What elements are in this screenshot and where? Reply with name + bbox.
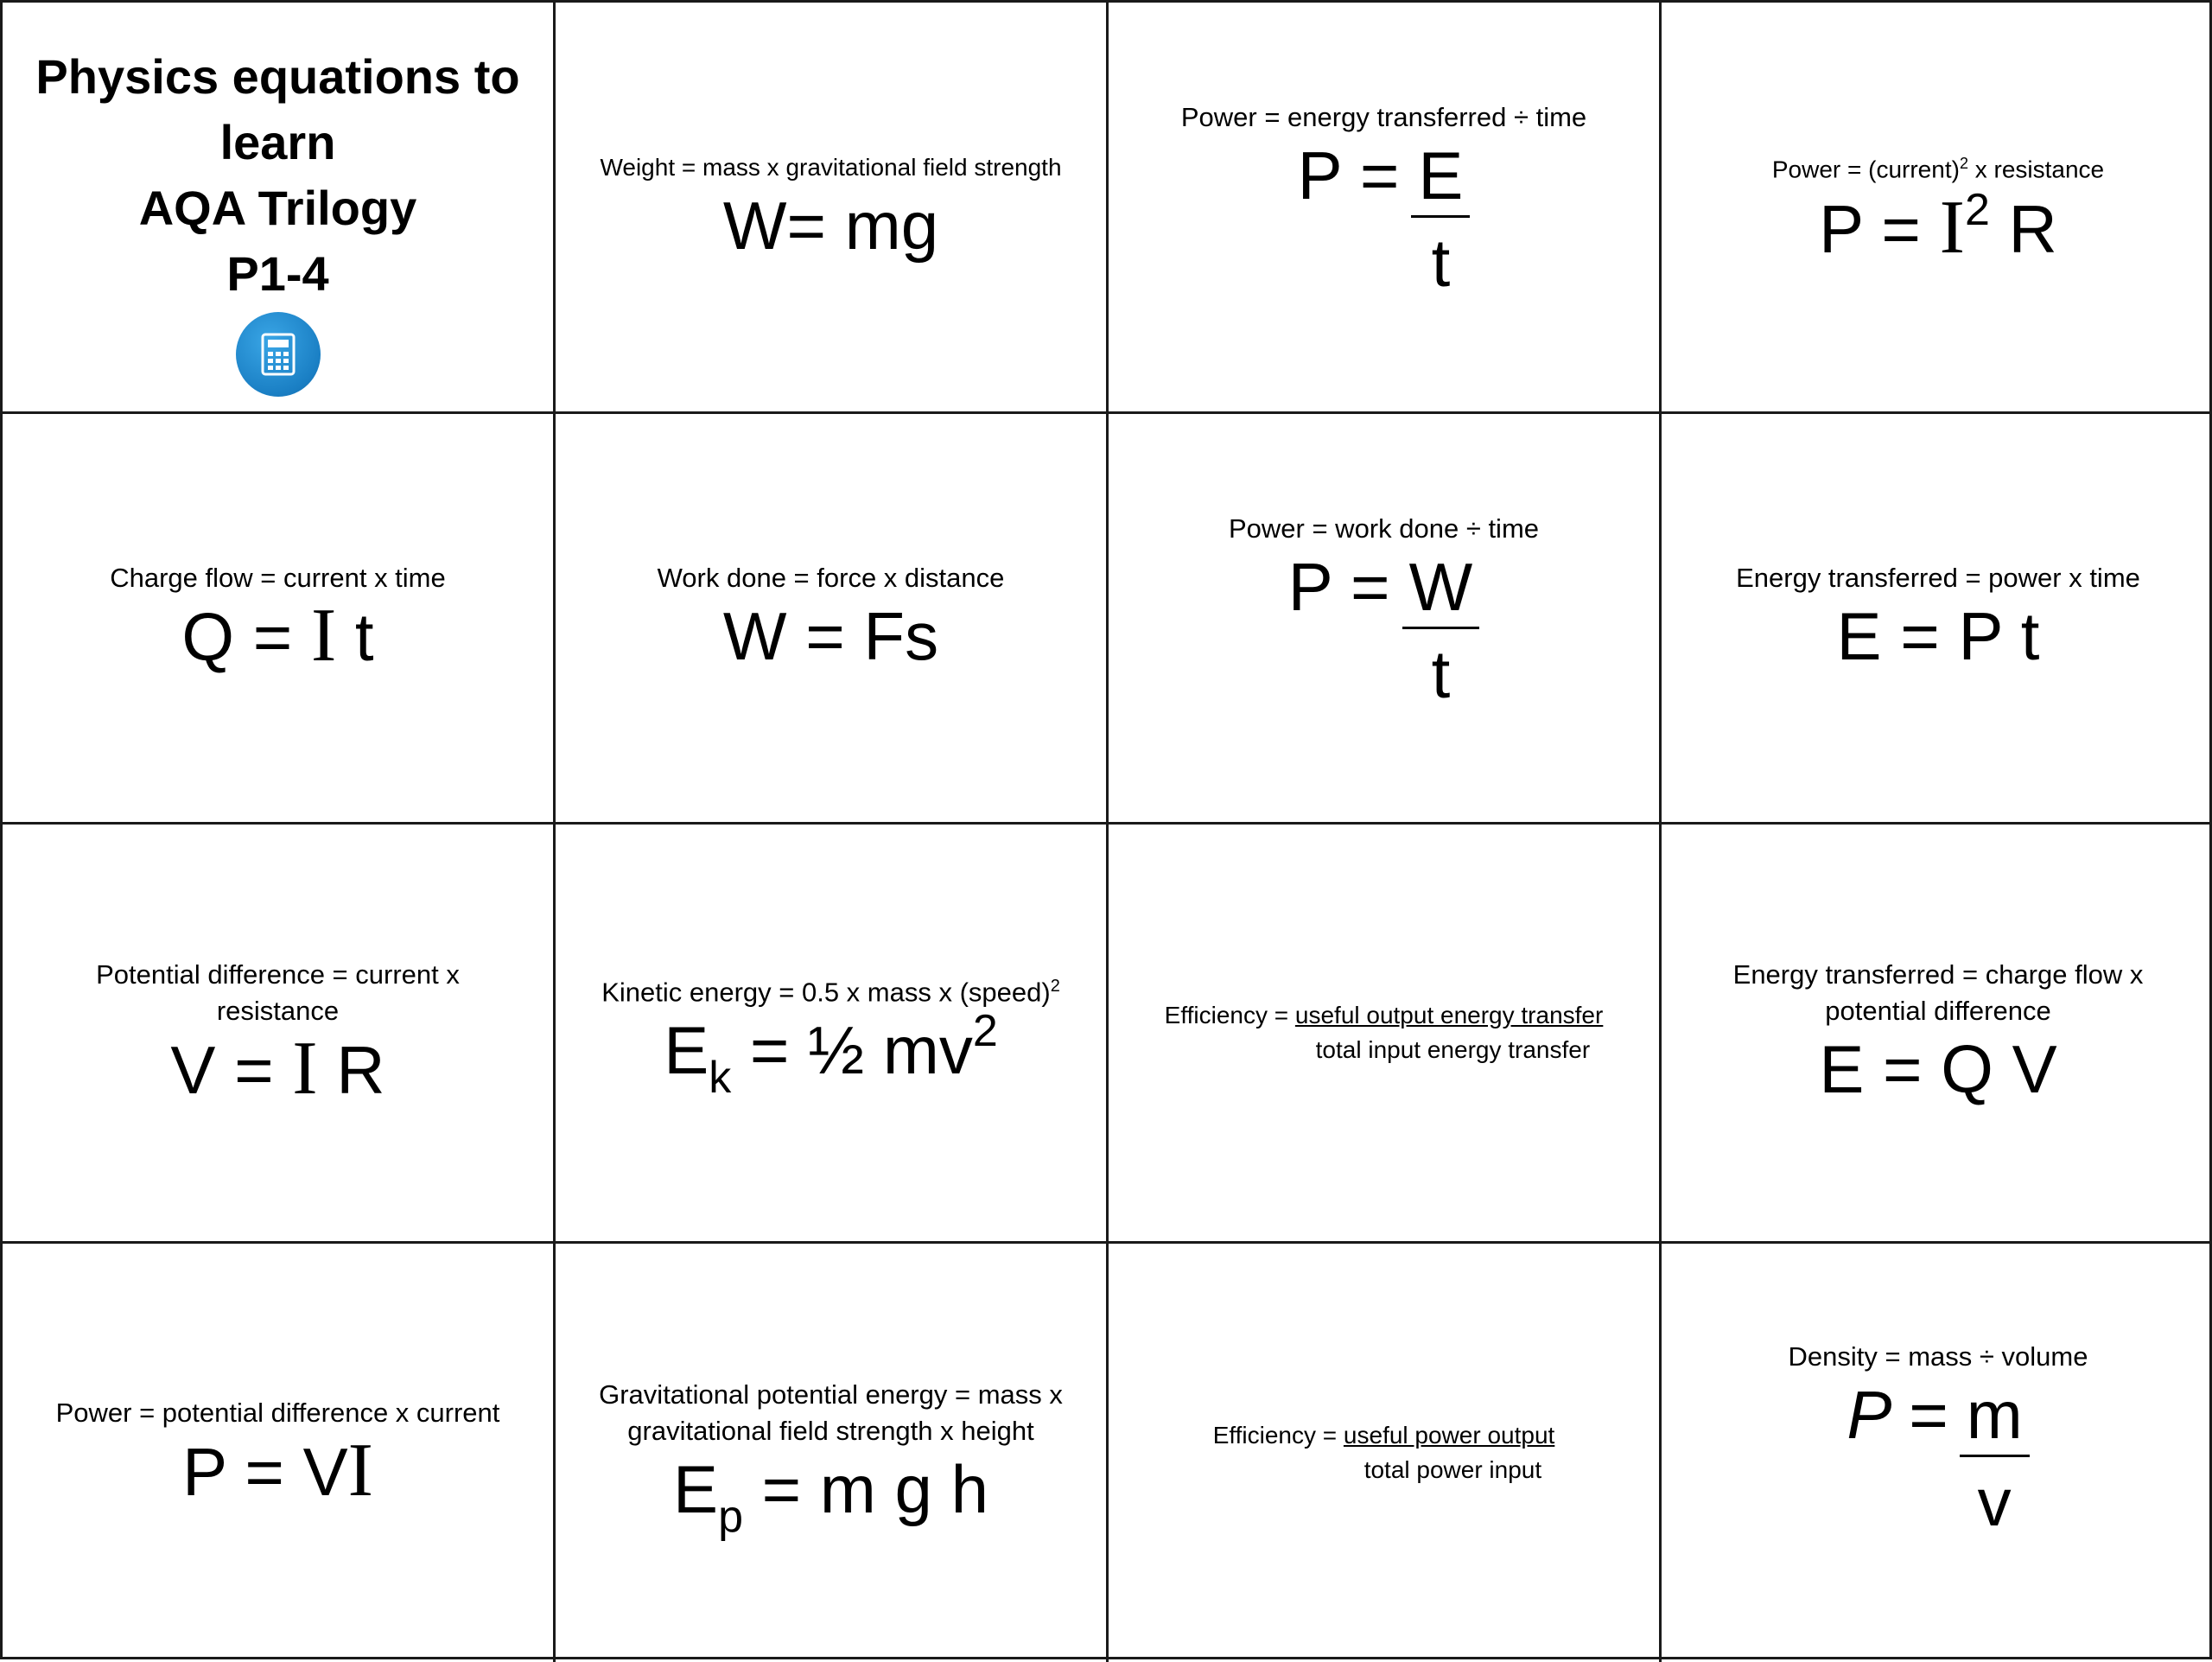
formula-sup: 2 bbox=[1964, 184, 1990, 235]
power-work-denominator: t bbox=[1431, 636, 1451, 712]
kinetic-energy-label bbox=[601, 968, 1060, 1010]
charge-flow-cell bbox=[3, 414, 556, 825]
calculator-icon bbox=[236, 312, 321, 397]
power-energy-label: Power = energy transferred ÷ time bbox=[1180, 102, 1587, 132]
power-pd-label: Power = potential difference x current bbox=[55, 1397, 500, 1428]
power-pd-formula bbox=[182, 1428, 373, 1512]
title-line-1: Physics equations to bbox=[35, 49, 520, 104]
formula-post: R bbox=[1989, 190, 2057, 267]
efficiency-prefix: Efficiency = bbox=[1164, 1002, 1295, 1028]
formula-current-symbol: I bbox=[310, 593, 337, 678]
formula-pre: Q = bbox=[181, 598, 311, 675]
power-energy-numerator: E bbox=[1411, 136, 1470, 218]
power-energy-denominator: t bbox=[1431, 225, 1451, 301]
label-post: x resistance bbox=[1967, 156, 2105, 183]
formula-current-symbol: I bbox=[347, 1428, 373, 1512]
label-sup: 2 bbox=[1050, 977, 1060, 996]
charge-flow-label: Charge flow = current x time bbox=[110, 562, 446, 593]
title-line-3: AQA Trilogy bbox=[138, 181, 417, 235]
formula-post: R bbox=[317, 1031, 385, 1108]
gpe-cell bbox=[556, 1244, 1109, 1662]
potential-difference-formula bbox=[170, 1026, 385, 1111]
energy-charge-formula: E = Q V bbox=[1819, 1031, 2057, 1107]
efficiency-numerator: useful output energy transfer bbox=[1294, 1002, 1604, 1028]
calculator-glyph bbox=[261, 333, 296, 376]
weight-formula: W= mg bbox=[722, 187, 939, 264]
efficiency-energy-top bbox=[1165, 998, 1604, 1033]
power-work-numerator: W bbox=[1402, 547, 1480, 629]
efficiency-prefix: Efficiency = bbox=[1212, 1422, 1344, 1449]
formula-current-symbol: I bbox=[292, 1026, 318, 1111]
density-label: Density = mass ÷ volume bbox=[1788, 1341, 2088, 1372]
density-lhs: P = bbox=[1847, 1377, 1948, 1453]
efficiency-power-cell bbox=[1109, 1244, 1662, 1662]
label-pre: Power = (current) bbox=[1771, 156, 1960, 183]
power-current-label bbox=[1772, 145, 2104, 188]
formula-mid: = ½ mv bbox=[731, 1012, 973, 1089]
efficiency-power-denominator: total power input bbox=[1363, 1456, 1542, 1483]
charge-flow-formula bbox=[181, 593, 374, 678]
power-pd-cell bbox=[3, 1244, 556, 1662]
density-cell bbox=[1662, 1244, 2212, 1662]
power-work-formula bbox=[1288, 547, 1479, 714]
formula-pre: E bbox=[673, 1451, 719, 1527]
density-numerator: m bbox=[1960, 1375, 2030, 1457]
kinetic-energy-cell bbox=[556, 825, 1109, 1244]
power-energy-fraction bbox=[1411, 136, 1470, 302]
density-denominator: v bbox=[1977, 1464, 2012, 1540]
efficiency-energy-formula bbox=[1165, 998, 1604, 1067]
weight-cell bbox=[556, 3, 1109, 414]
formula-pre: E bbox=[664, 1012, 709, 1089]
label-pre: Kinetic energy = 0.5 x mass x (speed) bbox=[601, 977, 1051, 1008]
gpe-formula bbox=[673, 1449, 988, 1542]
formula-sub: p bbox=[718, 1492, 743, 1542]
potential-difference-label: Potential difference = current x resistance bbox=[96, 958, 460, 1026]
power-work-cell bbox=[1109, 414, 1662, 825]
efficiency-power-formula bbox=[1213, 1418, 1555, 1487]
formula-current-symbol: I bbox=[1939, 185, 1965, 270]
formula-pre: V = bbox=[170, 1031, 293, 1108]
power-work-lhs: P = bbox=[1287, 549, 1390, 625]
label-sup: 2 bbox=[1959, 155, 1968, 173]
gpe-label: Gravitational potential energy = mass x gravitational field strength x height bbox=[599, 1379, 1063, 1446]
efficiency-energy-cell bbox=[1109, 825, 1662, 1244]
formula-post: t bbox=[336, 598, 374, 675]
energy-power-label: Energy transferred = power x time bbox=[1736, 563, 2140, 593]
formula-sup: 2 bbox=[972, 1006, 998, 1057]
title-cell bbox=[3, 3, 556, 414]
work-done-formula: W = Fs bbox=[722, 598, 939, 674]
work-done-cell bbox=[556, 414, 1109, 825]
work-done-label: Work done = force x distance bbox=[657, 563, 1005, 593]
title-line-4: P1-4 bbox=[226, 246, 329, 301]
efficiency-power-top bbox=[1213, 1418, 1555, 1453]
energy-charge-label: Energy transferred = charge flow x potential difference bbox=[1732, 959, 2144, 1026]
power-work-label: Power = work done ÷ time bbox=[1228, 513, 1540, 544]
efficiency-numerator: useful power output bbox=[1343, 1422, 1555, 1449]
kinetic-energy-formula bbox=[664, 1006, 998, 1104]
power-work-fraction bbox=[1402, 547, 1480, 714]
power-energy-cell bbox=[1109, 3, 1662, 414]
formula-pre: P = bbox=[1819, 190, 1940, 267]
energy-charge-cell bbox=[1662, 825, 2212, 1244]
power-energy-formula bbox=[1298, 136, 1471, 302]
density-formula bbox=[1847, 1375, 2029, 1542]
energy-power-formula: E = P t bbox=[1836, 598, 2040, 674]
power-current-cell bbox=[1662, 3, 2212, 414]
weight-label: Weight = mass x gravitational field strength bbox=[600, 153, 1062, 181]
efficiency-energy-denominator: total input energy transfer bbox=[1315, 1036, 1591, 1063]
potential-difference-cell bbox=[3, 825, 556, 1244]
formula-sub: k bbox=[709, 1053, 732, 1104]
title-line-2: learn bbox=[219, 115, 336, 169]
power-current-formula bbox=[1819, 184, 2057, 270]
density-fraction bbox=[1960, 1375, 2030, 1542]
formula-mid: = m g h bbox=[742, 1451, 988, 1527]
formula-pre: P = V bbox=[182, 1433, 348, 1510]
power-energy-lhs: P = bbox=[1297, 137, 1400, 213]
energy-power-cell bbox=[1662, 414, 2212, 825]
